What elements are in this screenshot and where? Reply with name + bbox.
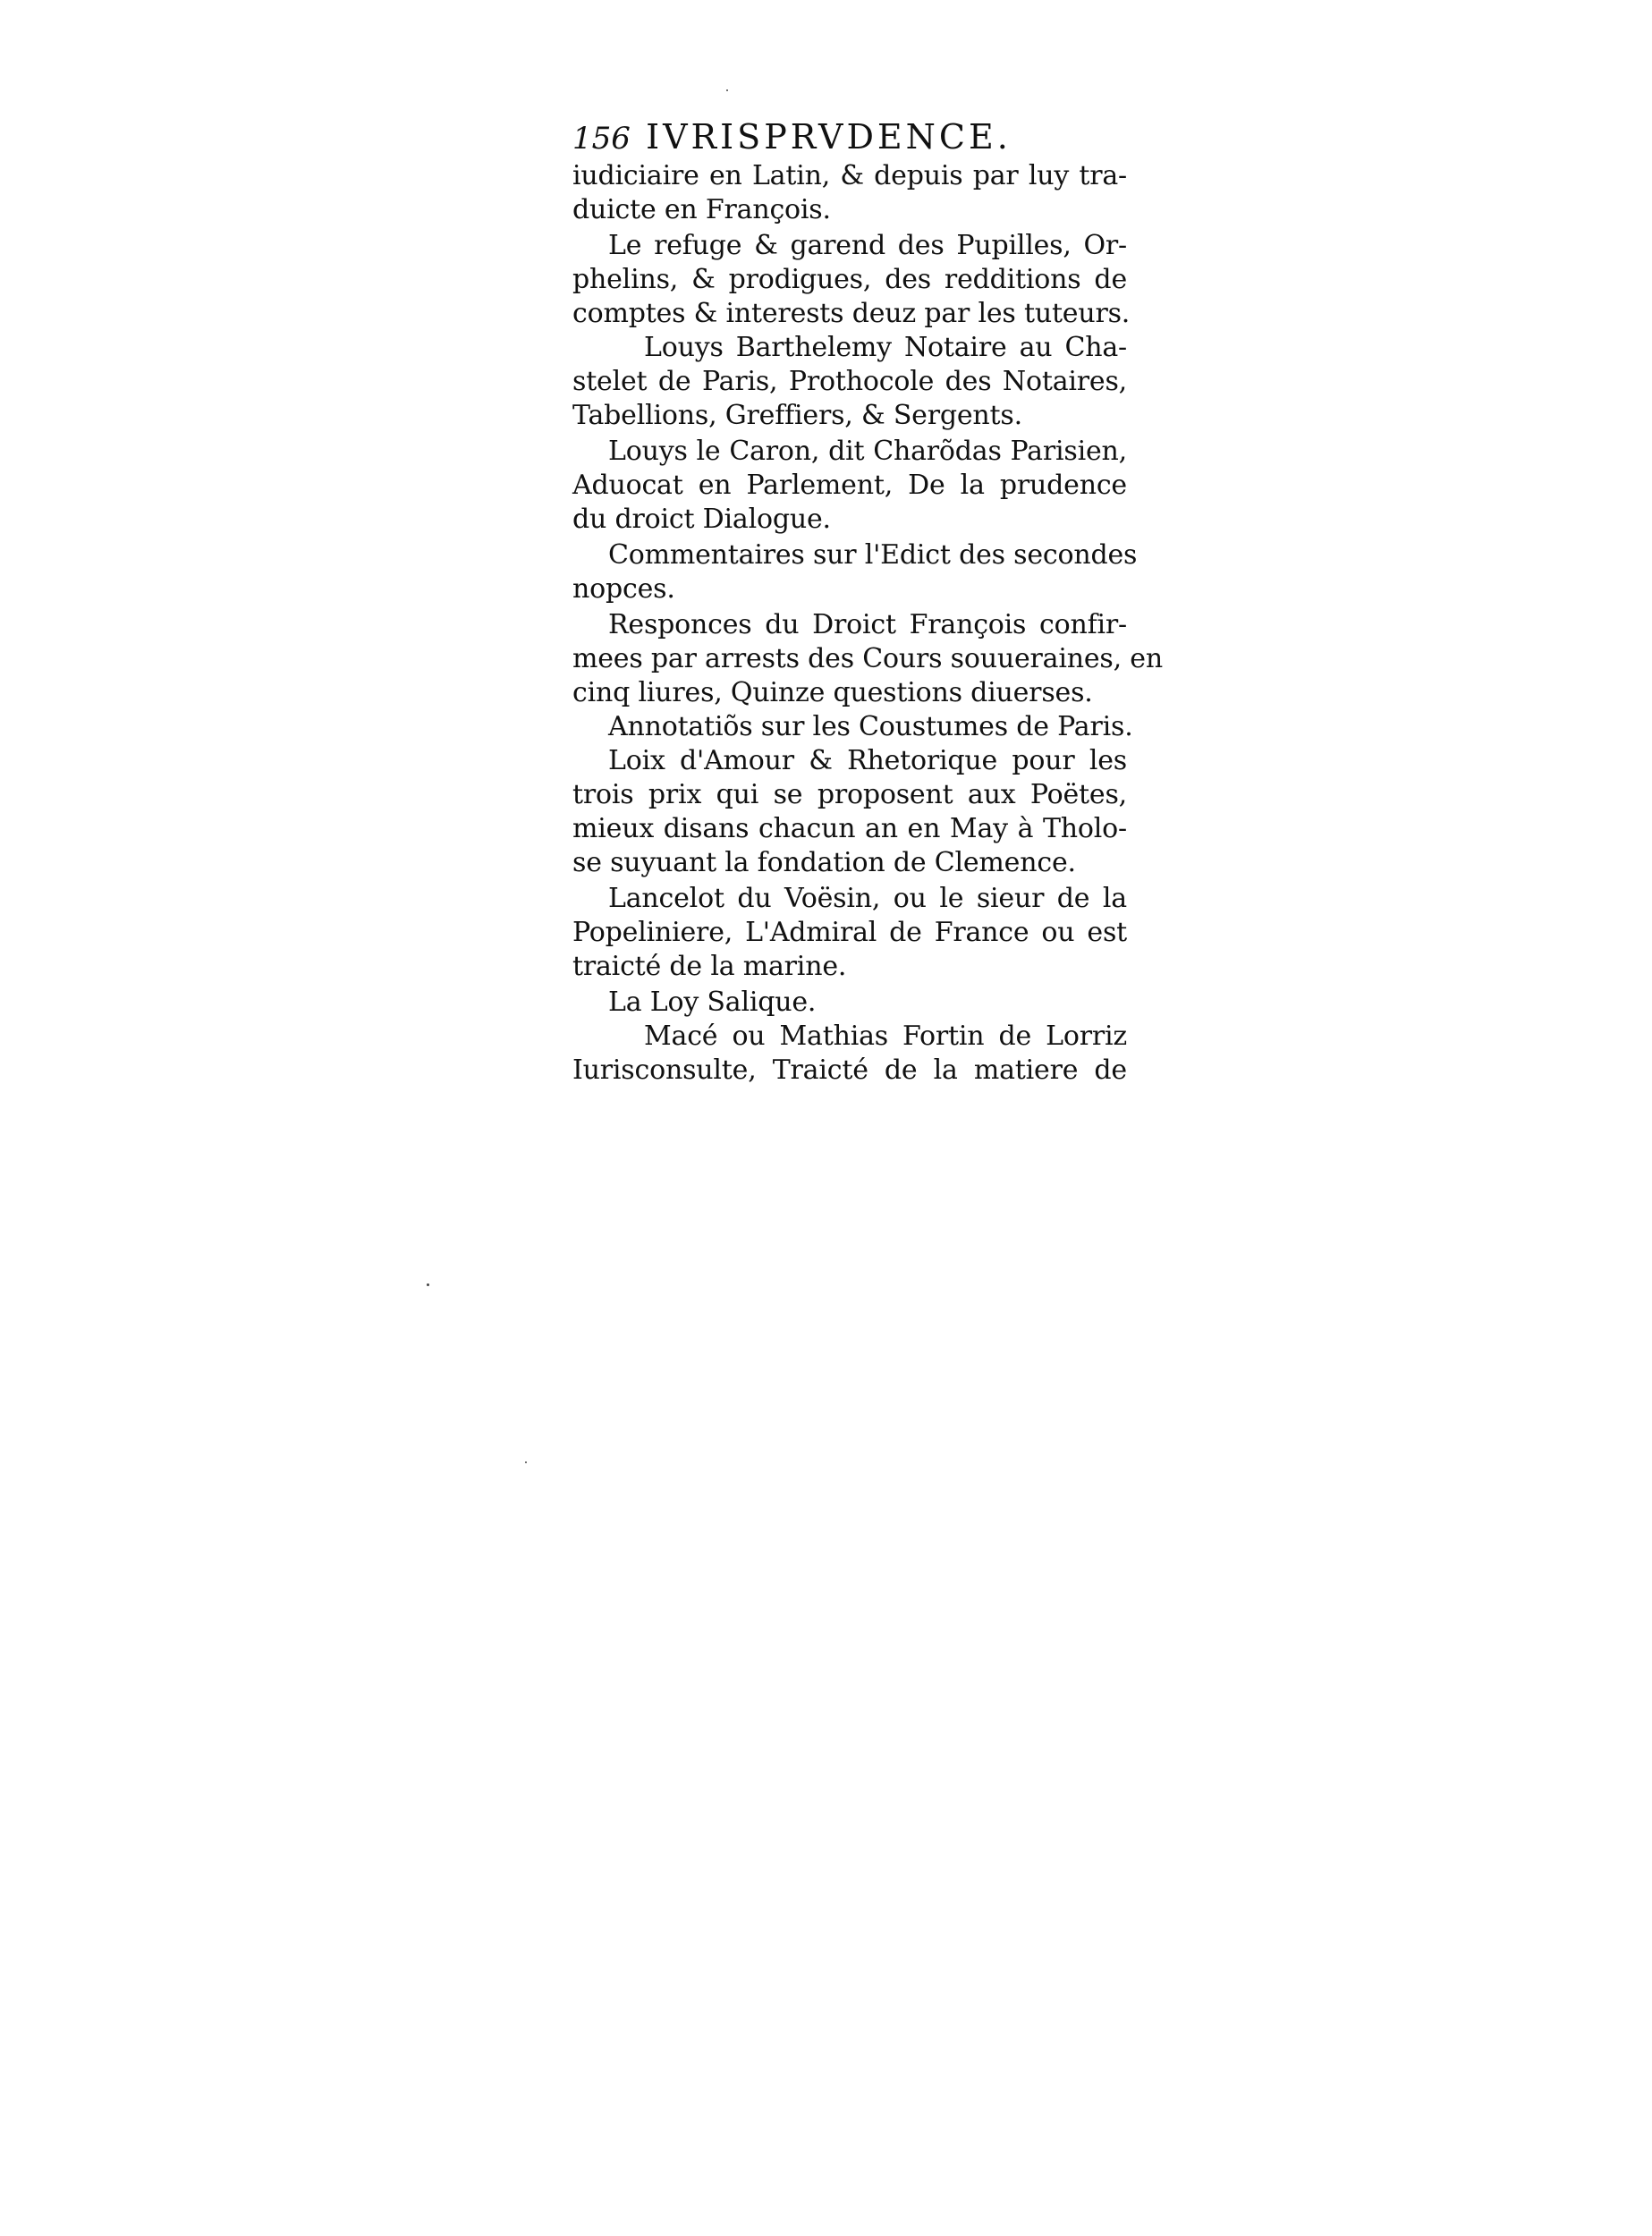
- text-line: Le refuge & garend des Pupilles, Or-: [608, 230, 1127, 261]
- text-line: Louys le Caron, dit Charõdas Parisien,: [608, 436, 1127, 467]
- text-line: Tabellions, Greffiers, & Sergents.: [572, 400, 1022, 431]
- text-line: La Loy Salique.: [608, 987, 817, 1018]
- text-line: Loix d'Amour & Rhetorique pour les: [608, 745, 1127, 776]
- text-line: Annotatiõs sur les Coustumes de Paris.: [608, 711, 1133, 742]
- text-line: Louys Barthelemy Notaire au Cha-: [644, 332, 1127, 363]
- text-line: Popeliniere, L'Admiral de France ou est: [572, 917, 1127, 948]
- text-line: Macé ou Mathias Fortin de Lorriz: [644, 1021, 1127, 1052]
- text-line: cinq liures, Quinze questions diuerses.: [572, 677, 1093, 708]
- text-line: se suyuant la fondation de Clemence.: [572, 847, 1076, 878]
- page-number: 156: [572, 121, 631, 157]
- text-line: stelet de Paris, Prothocole des Notaires,: [572, 366, 1127, 397]
- running-head: [572, 114, 1127, 159]
- text-line: Responces du Droict François confir-: [608, 609, 1127, 640]
- text-line: phelins, & prodigues, des redditions de: [572, 264, 1127, 295]
- text-line: duicte en François.: [572, 194, 831, 225]
- paper-speck: [427, 1283, 429, 1286]
- text-line: comptes & interests deuz par les tuteurs.: [572, 298, 1131, 329]
- text-line: nopces.: [572, 573, 675, 605]
- text-line: du droict Dialogue.: [572, 504, 831, 535]
- text-line: Commentaires sur l'Edict des secondes: [608, 539, 1138, 571]
- text-line: traicté de la marine.: [572, 951, 847, 982]
- text-line: Aduocat en Parlement, De la prudence: [572, 470, 1127, 501]
- text-line: mees par arrests des Cours souueraines, en: [572, 643, 1163, 674]
- paper-speck: [726, 89, 728, 91]
- text-line: Lancelot du Voësin, ou le sieur de la: [608, 883, 1127, 914]
- text-line: trois prix qui se proposent aux Poëtes,: [572, 779, 1127, 810]
- running-title: IVRISPRVDENCE.: [646, 117, 1012, 157]
- text-line: mieux disans chacun an en May à Tholo-: [572, 813, 1127, 844]
- text-line: iudiciaire en Latin, & depuis par luy tra-: [572, 160, 1127, 191]
- paper-speck: [525, 1461, 527, 1463]
- text-line: Iurisconsulte, Traicté de la matiere de: [572, 1054, 1127, 1086]
- text-block: [572, 114, 1163, 1088]
